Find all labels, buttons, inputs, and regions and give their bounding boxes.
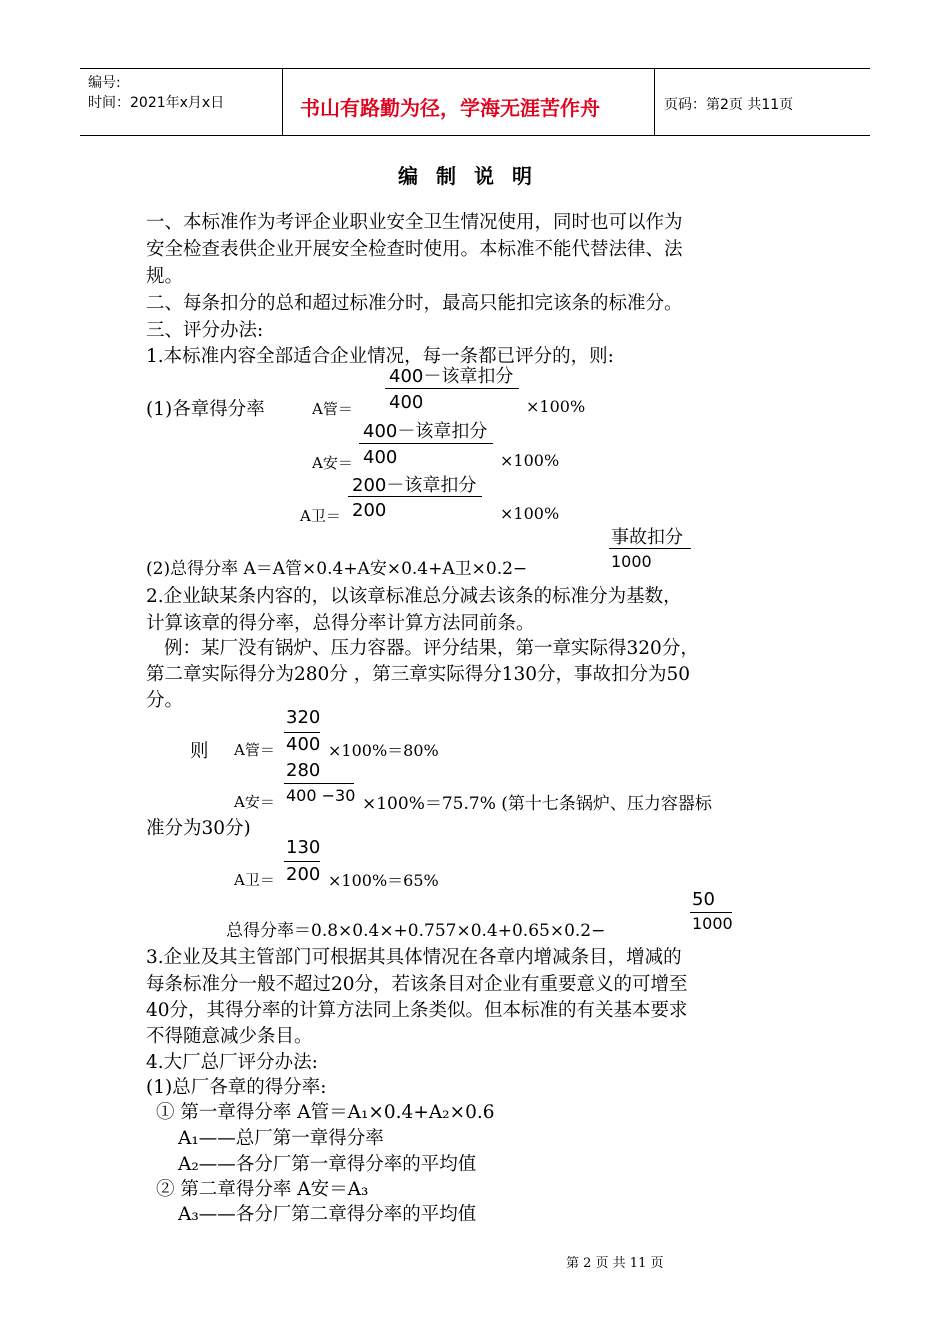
para-1-line-3: 规。 [146, 266, 184, 287]
para-1-line-2: 安全检查表供企业开展安全检查时使用。本标准不能代替法律、法 [146, 239, 683, 260]
f4-numerator: 事故扣分 [611, 527, 683, 548]
page-footer: 第 2 页 共 11 页 [566, 1256, 664, 1271]
f3-multiplier: ×100% [500, 504, 560, 523]
chapter-2-rate: ② 第二章得分率 A安＝A₃ [156, 1179, 369, 1200]
header-top-rule [80, 68, 870, 69]
e1-fraction-bar [284, 732, 320, 733]
chapter-1-def-a1: A₁——总厂第一章得分率 [178, 1128, 384, 1149]
e2-lhs: A安＝ [234, 793, 275, 811]
para-3-heading: 三、评分办法: [146, 320, 264, 341]
para-2: 二、每条扣分的总和超过标准分时，最高只能扣完该条的标准分。 [146, 293, 683, 314]
header-bottom-rule [80, 135, 870, 136]
header-motto: 书山有路勤为径，学海无涯苦作舟 [300, 96, 600, 120]
f1-denominator: 400 [389, 392, 424, 413]
doc-number-label: 编号: [88, 75, 121, 91]
page-info: 页码：第2页 共11页 [664, 97, 794, 113]
f4-fraction-bar [609, 548, 691, 549]
chapter-1-def-a2: A₂——各分厂第一章得分率的平均值 [178, 1154, 477, 1175]
f2-lhs: A安＝ [312, 454, 353, 472]
item-3-line-2: 每条标准分一般不超过20分，若该条目对企业有重要意义的可增至 [146, 974, 688, 995]
f2-fraction-bar [359, 443, 493, 444]
e1-denominator: 400 [286, 734, 321, 755]
f1-fraction-bar [385, 388, 519, 389]
f3-fraction-bar [348, 496, 482, 497]
f1-label: (1)各章得分率 [146, 399, 265, 420]
e2-continuation: 准分为30分) [146, 818, 251, 839]
f1-lhs: A管＝ [312, 400, 353, 418]
para-1-line-1: 一、本标准作为考评企业职业安全卫生情况使用，同时也可以作为 [146, 212, 683, 233]
f4-denominator: 1000 [611, 552, 652, 571]
f2-numerator: 400－该章扣分 [363, 421, 488, 442]
f3-lhs: A卫＝ [300, 507, 341, 525]
item-3-line-3: 40分，其得分率的计算方法同上条类似。但本标准的有关基本要求 [146, 1000, 688, 1021]
item-3-line-1: 3.企业及其主管部门可根据其具体情况在各章内增减条目，增减的 [146, 947, 682, 968]
e4-denominator: 1000 [692, 914, 733, 933]
f1-multiplier: ×100% [526, 397, 586, 416]
item-1: 1.本标准内容全部适合企业情况，每一条都已评分的，则: [146, 346, 614, 367]
e1-numerator: 320 [286, 707, 321, 728]
item-3-line-4: 不得随意减少条目。 [146, 1026, 313, 1047]
f3-denominator: 200 [352, 500, 387, 521]
f4-formula: (2)总得分率 A＝A管×0.4+A安×0.4+A卫×0.2− [146, 559, 528, 579]
chapter-1-rate: ① 第一章得分率 A管＝A₁×0.4+A₂×0.6 [156, 1102, 495, 1123]
e4-formula: 总得分率＝0.8×0.4×+0.757×0.4+0.65×0.2− [226, 921, 606, 941]
e4-fraction-bar [690, 912, 732, 913]
e2-numerator: 280 [286, 760, 321, 781]
doc-time-label: 时间：2021年x月x日 [88, 95, 225, 111]
item-2-line-1: 2.企业缺某条内容的，以该章标准总分减去该条的标准分为基数， [146, 586, 682, 607]
item-2-line-2: 计算该章的得分率，总得分率计算方法同前条。 [146, 613, 535, 634]
header-divider-left [282, 68, 283, 136]
example-line-1: 例：某厂没有锅炉、压力容器。评分结果，第一章实际得320分， [164, 638, 699, 659]
e3-numerator: 130 [286, 837, 321, 858]
e3-lhs: A卫＝ [234, 871, 275, 889]
e3-fraction-bar [284, 861, 320, 862]
example-line-2: 第二章实际得分为280分 ，第三章实际得分130分，事故扣分为50 [146, 664, 691, 685]
example-line-3: 分。 [146, 690, 184, 711]
e3-denominator: 200 [286, 864, 321, 885]
e2-denominator: 400 −30 [286, 786, 356, 805]
f2-multiplier: ×100% [500, 451, 560, 470]
f2-denominator: 400 [363, 447, 398, 468]
chapter-2-def-a3: A₃——各分厂第二章得分率的平均值 [178, 1204, 477, 1225]
f3-numerator: 200－该章扣分 [352, 475, 477, 496]
e2-result: ×100%＝75.7% (第十七条锅炉、压力容器标 [362, 794, 712, 814]
item-4-sub-1: (1)总厂各章的得分率: [146, 1077, 327, 1098]
e3-result: ×100%＝65% [328, 871, 439, 890]
header-divider-right [654, 68, 655, 136]
e1-result: ×100%＝80% [328, 741, 439, 760]
f1-numerator: 400－该章扣分 [389, 366, 514, 387]
page-title: 编制说明 [398, 164, 550, 188]
e2-fraction-bar [284, 783, 354, 784]
e1-lead: 则 [190, 741, 209, 762]
e4-numerator: 50 [692, 889, 715, 910]
e1-lhs: A管＝ [234, 741, 275, 759]
item-4: 4.大厂总厂评分办法: [146, 1052, 318, 1073]
